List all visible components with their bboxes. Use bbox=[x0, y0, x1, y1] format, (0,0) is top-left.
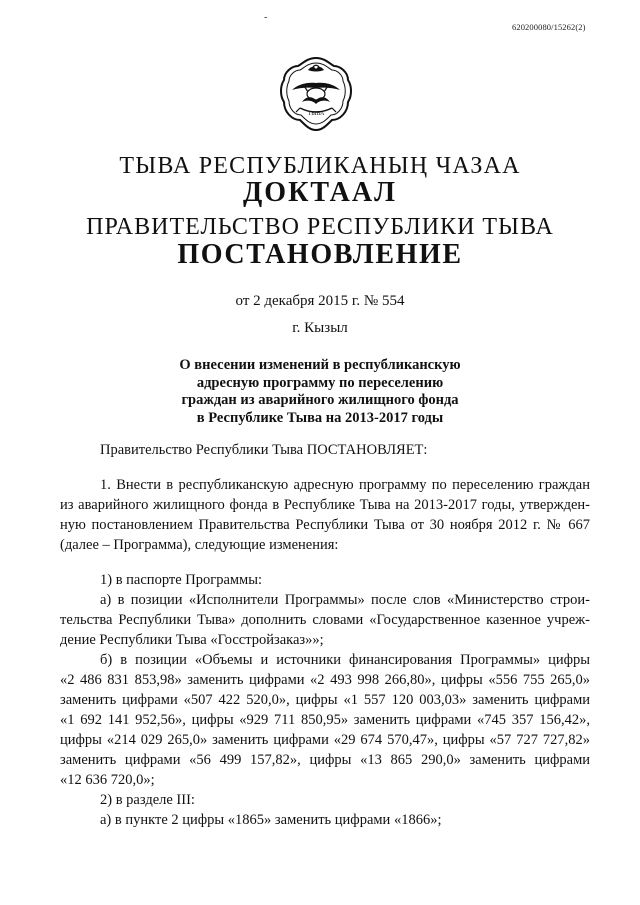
paragraph-1-line: ную постановлением Правительства Республики Тыва от 30 ноября 2012 г. № 667 bbox=[60, 517, 590, 533]
item-1b-line: «1 692 141 952,56», цифры «929 711 850,95» заменить цифрами «745 357 156,42», bbox=[60, 712, 590, 728]
header-resolution: ПОСТАНОВЛЕНИЕ bbox=[177, 239, 463, 270]
item-1a-line: тельства Республики Тыва» дополнить словами «Государственное казенное учреж- bbox=[60, 612, 590, 628]
header-doktaal: ДОКТААЛ bbox=[243, 177, 397, 208]
emblem-inscription: ТЫВА bbox=[307, 111, 325, 117]
title-line: граждан из аварийного жилищного фонда bbox=[181, 392, 459, 408]
item-1b-line: «12 636 720,0»; bbox=[60, 772, 155, 788]
header-tuvan-government: ТЫВА РЕСПУБЛИКАНЫҢ ЧАЗАА bbox=[119, 153, 521, 179]
item-1b-line: б) в позиции «Объемы и источники финансирования Программы» цифры bbox=[100, 652, 590, 668]
title-line: адресную программу по переселению bbox=[196, 374, 444, 391]
document-body bbox=[60, 440, 590, 830]
tuva-coat-of-arms-icon bbox=[278, 56, 354, 132]
paragraph-1-line: 1. Внести в республиканскую адресную программу по переселению граждан bbox=[100, 477, 590, 493]
item-1a-line: а) в позиции «Исполнители Программы» после слов «Министерство строи- bbox=[100, 592, 590, 608]
paragraph-1-line: (далее – Программа), следующие изменения: bbox=[60, 537, 339, 553]
item-1b-line: цифры «214 029 265,0» заменить цифрами «29 674 570,47», цифры «57 727 727,82» bbox=[60, 732, 590, 748]
title-line: О внесении изменений в республиканскую bbox=[179, 357, 461, 373]
document-title bbox=[150, 357, 490, 427]
item-2a-line: а) в пункте 2 цифры «1865» заменить цифрами «1866»; bbox=[100, 812, 442, 828]
document-city: г. Кызыл bbox=[292, 320, 348, 336]
title-line: в Республике Тыва на 2013-2017 годы bbox=[196, 409, 444, 426]
paragraph-1-line: из аварийного жилищного фонда в Республике Тыва на 2013-2017 годы, утвержден- bbox=[60, 497, 590, 513]
item-1-heading: 1) в паспорте Программы: bbox=[100, 572, 262, 588]
document-id: 620200080/15262(2) bbox=[512, 22, 586, 32]
item-1a-line: дение Республики Тыва «Госстройзаказ»»; bbox=[60, 632, 324, 648]
top-mark: - bbox=[264, 12, 268, 23]
preamble: Правительство Республики Тыва ПОСТАНОВЛЯЕТ: bbox=[100, 442, 428, 458]
item-2-heading: 2) в разделе III: bbox=[100, 792, 195, 808]
item-1b-line: заменить цифрами «56 499 157,82», цифры «13 865 290,0» заменить цифрами bbox=[60, 752, 590, 768]
header-government: ПРАВИТЕЛЬСТВО РЕСПУБЛИКИ ТЫВА bbox=[86, 214, 554, 240]
document-date: от 2 декабря 2015 г. № 554 bbox=[235, 293, 405, 309]
item-1b-line: заменить цифрами «507 422 520,0», цифры «1 557 120 003,03» заменить цифрами bbox=[60, 692, 590, 708]
item-1b-line: «2 486 831 853,98» заменить цифрами «2 493 998 266,80», цифры «556 755 265,0» bbox=[60, 672, 590, 688]
